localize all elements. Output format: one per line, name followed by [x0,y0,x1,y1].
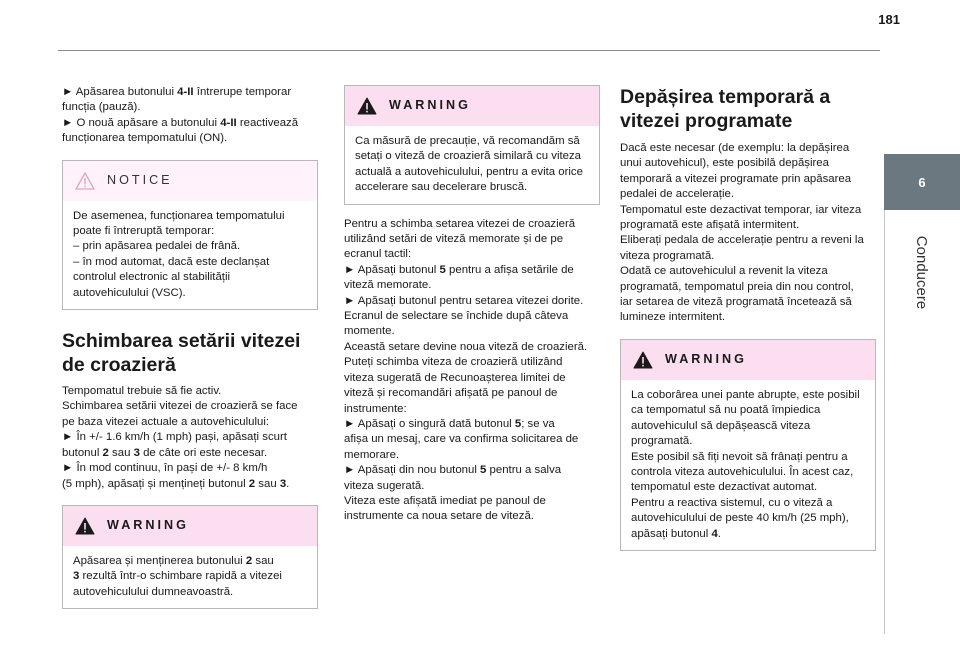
text-line [344,448,600,463]
text-run: viteză și recomandări afișată pe panoul de [344,387,558,400]
column-1 [62,85,318,609]
text-line [631,527,865,542]
text-run: programată este afișată intermitent. [620,219,800,232]
text-line [620,141,876,156]
chapter-line [884,154,885,634]
text-run: memorare. [344,448,400,461]
text-line [344,432,600,447]
chapter-label [908,222,936,322]
text-run: lumineze intermitent. [620,311,726,324]
warning-body-3 [621,380,875,550]
text-line [344,494,600,509]
text-run: funcția (pauză). [62,101,141,114]
text-run-bold: 3 [133,446,140,459]
text-run: Tempomatul trebuie să fie activ. [62,385,222,398]
text-line [631,388,865,403]
text-line [344,386,600,401]
text-line [631,419,865,434]
temporary-exceed-text [620,141,876,326]
warning-triangle-icon [633,351,653,369]
text-run: Pentru a reactiva sistemul, cu o viteză a [631,496,833,509]
text-run: programată. [631,435,693,448]
text-run-bold: 3 [279,477,287,490]
text-line [62,131,318,146]
text-line: vitezei programate [620,110,793,132]
text-line [344,294,600,309]
text-line [620,233,876,248]
text-line [62,415,318,430]
text-line [620,156,876,171]
text-line [344,324,600,339]
text-line [355,180,589,195]
text-run: sau [252,554,274,567]
touchscreen-speed-text [344,217,600,525]
warning-body-2 [345,126,599,204]
chapter-tab [884,154,960,210]
text-line [620,280,876,295]
warning-box-3 [620,339,876,551]
text-run: Eliberați pedala de accelerație pentru a reveni la [620,234,864,247]
text-run: Odată ce autovehiculul a revenit la viteza [620,265,828,278]
text-line: Schimbarea setării vitezei [62,330,301,353]
text-run-bold: 4-II [177,86,194,98]
text-run: ► Apăsarea butonului [62,86,178,98]
text-line [73,209,307,224]
text-line [620,295,876,310]
text-line [73,224,307,239]
text-run: autovehiculului dumneavoastră. [73,585,234,598]
text-run-bold: 5 [514,417,522,430]
text-line [355,165,589,180]
text-run: pedalei de accelerație. [620,188,734,201]
text-run: Pentru a schimba setarea vitezei de croazieră [344,217,576,230]
text-run: Schimbarea setării vitezei de croazieră se face [62,400,298,413]
text-line [631,511,865,526]
section-title-cruise-speed [62,329,318,377]
text-run: accelerare sau decelerare bruscă. [355,181,528,194]
text-run: – prin apăsarea pedalei de frână. [73,240,241,253]
text-line [631,403,865,418]
text-run: tempomatul este dezactivat automat. [631,481,818,494]
text-run: apăsați butonul [631,527,712,540]
text-line [344,309,600,324]
text-run: Ca măsură de precauție, vă recomandăm să [355,135,580,147]
text-line [62,477,318,492]
text-run: Apăsarea și menținerea butonului [73,554,246,567]
header-rule [58,50,880,51]
text-run: pentru a afișa setările de [445,263,574,276]
text-run: ecranul tactil: [344,248,412,261]
warning-box-2 [344,85,600,205]
text-run: ► În mod continuu, în pași de +/- 8 km/h [62,462,268,475]
text-line [62,85,318,100]
text-run: întrerupe temporar [193,86,292,98]
text-run: Tempomatul este dezactivat temporar, iar viteza [620,203,862,216]
text-run-bold: 5 [480,464,487,477]
warning-box-1 [62,505,318,609]
text-run: . [717,527,721,540]
text-line [344,402,600,417]
text-run: Această setare devine noua viteză de croazieră. [344,340,588,353]
text-run: iar setarea de viteză programată încetează să [620,296,852,309]
text-line [62,116,318,131]
column-3 [620,85,876,551]
text-run: poate fi întreruptă temporar: [73,225,215,238]
text-line [344,278,600,293]
warning-title-1: WARNING [107,518,189,533]
text-line [62,461,318,476]
text-run: controla viteza autovehiculului. În acest caz, [631,465,854,478]
text-run: Ecranul de selectare se închide după câteva [344,310,569,323]
text-line [344,417,600,432]
text-line [62,384,318,399]
text-run: unui autovehicul), este posibilă depășirea [620,157,829,170]
text-run: temporară a vitezei programate prin apăsarea [620,172,852,185]
text-run-bold: 5 [439,263,446,276]
warning-title-3: WARNING [665,352,747,367]
text-line [631,465,865,480]
text-line [62,100,318,115]
text-run: rezultă într-o schimbare rapidă a vitezei [79,570,282,583]
text-run: sau [255,477,280,490]
text-line [344,247,600,262]
text-line [73,286,307,301]
text-run: viteza sugerată de Recunoașterea limitei de [344,371,566,384]
text-run: ► Apăsați o singură dată butonul [344,417,515,430]
text-run: ► Apăsați din nou butonul [344,464,481,477]
text-line [73,255,307,270]
text-run: instrumente: [344,402,407,415]
text-run: butonul [62,446,103,459]
text-run: programată, tempomatul preia din nou control, [620,280,854,293]
column-2 [344,85,600,525]
text-line [631,450,865,465]
text-line [62,430,318,445]
text-run: instrumente ca noua setare de viteză. [344,510,534,523]
text-run: ► În +/- 1.6 km/h (1 mph) pași, apăsați scurt [62,431,287,444]
text-line [631,434,865,449]
text-line [73,239,307,254]
text-line [620,172,876,187]
text-line [344,463,600,478]
text-run: funcționarea tempomatului (ON). [62,132,228,145]
text-run-bold: 4-II [220,116,237,129]
text-line [344,371,600,386]
text-line [620,203,876,218]
notice-title: NOTICE [107,172,173,187]
warning-header-2 [345,86,599,126]
warning-triangle-icon [357,97,377,115]
text-run: reactivează [236,116,299,129]
text-line [620,187,876,202]
text-run-bold: 2 [102,446,109,459]
text-run: actuală a autovehiculului, pentru a evita orice [355,165,583,178]
text-run: utilizând setări de viteză memorate și de pe [344,233,564,246]
warning-header-3 [621,340,875,380]
text-line [344,217,600,232]
text-run: . [286,477,290,490]
text-line [631,496,865,511]
text-run: sau [108,446,134,459]
text-run: viteză memorate. [344,279,432,292]
page-number: 181 [878,12,900,27]
text-run: ► Apăsați butonul pentru setarea vitezei dorite. [344,294,584,307]
text-line [344,263,600,278]
text-run: autovehiculul să depășească viteza [631,419,811,432]
text-run: autovehiculului de peste 40 km/h (25 mph), [631,512,849,525]
text-run: de câte ori este necesar. [139,446,268,459]
text-line [344,340,600,355]
text-run: momente. [344,325,395,338]
chapter-number: 6 [918,174,926,190]
text-line: de croazieră [62,354,176,377]
text-run: viteza sugerată. [344,479,425,492]
text-run: Dacă este necesar (de exemplu: la depășirea [620,142,850,154]
text-line [620,249,876,264]
text-run: setați o viteză de croazieră similară cu viteza [355,150,582,163]
text-run: pentru a salva [486,464,562,477]
text-line: Depășirea temporară a [620,86,831,108]
text-run: – în mod automat, dacă este declanșat [73,255,270,268]
text-run: ► Apăsați butonul [344,263,440,276]
warning-triangle-icon [75,517,95,535]
text-run: Puteți schimba viteza de croazieră utilizând [344,356,563,369]
warning-triangle-icon [75,172,95,190]
text-line [73,569,307,584]
text-line [344,355,600,370]
text-run: ► O nouă apăsare a butonului [62,116,221,129]
text-line [344,232,600,247]
text-run: ; se va [521,417,555,430]
text-line [73,554,307,569]
section-title-temporary-exceed [620,85,876,133]
text-run: (5 mph), apăsați și mențineți butonul [62,477,249,490]
notice-box [62,160,318,310]
text-line [620,218,876,233]
cruise-speed-text [62,384,318,492]
text-run: Viteza este afișată imediat pe panoul de [344,494,546,507]
text-run-bold: 3 [73,570,80,583]
text-run-bold: 2 [248,477,256,490]
text-line [620,310,876,325]
warning-header-1 [63,506,317,546]
text-run: De asemenea, funcționarea tempomatului [73,209,285,222]
notice-body [63,201,317,309]
chapter-label-text: Conducere [913,235,931,309]
intro-text [62,85,318,147]
text-line [73,270,307,285]
text-run: Este posibil să fiți nevoit să frânați pentru a [631,450,848,463]
text-run: viteza programată. [620,249,715,262]
text-line [344,509,600,524]
text-run: afișa un mesaj, care va confirma solicitarea de [344,433,579,446]
warning-title-2: WARNING [389,98,471,113]
text-line [355,149,589,164]
text-line [73,585,307,600]
text-line [62,399,318,414]
text-run: pe baza vitezei actuale a autovehiculului: [62,415,270,428]
text-line [620,264,876,279]
text-run: ca tempomatul să nu poată împiedica [631,404,821,417]
text-run-bold: 4 [711,527,718,540]
text-run: autovehiculului (VSC). [73,286,186,299]
text-run-bold: 2 [245,554,253,567]
text-run: controlul electronic al stabilității [73,271,231,284]
text-line [631,480,865,495]
text-line [355,134,589,149]
text-run: La coborârea unei pante abrupte, este posibil [631,388,860,401]
notice-header [63,161,317,201]
text-line [344,479,600,494]
text-line [62,446,318,461]
warning-body-1 [63,546,317,608]
